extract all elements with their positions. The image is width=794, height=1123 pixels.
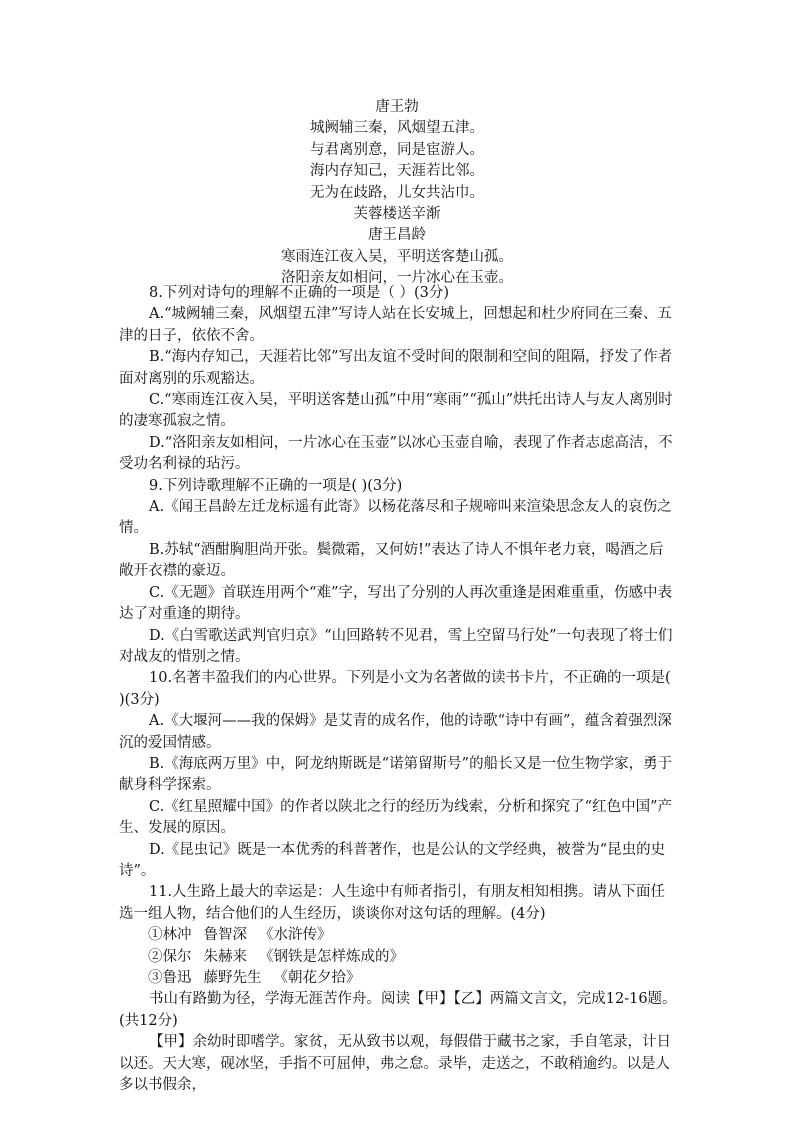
q11-group-2 <box>148 947 677 968</box>
poem2-line-1: 寒雨连江夜入吴，平明送客楚山孤。 <box>281 248 513 265</box>
q8-option-d: D.“洛阳亲友如相问，一片冰心在玉壶”以冰心玉壶自喻，表现了作者志虑高洁，不受功名利禄的玷污。 <box>119 434 673 473</box>
q9-option-d: D.《白雪歌送武判官归京》“山回路转不见君，雪上空留马行处”一句表现了将士们对战友的惜别之情。 <box>119 627 673 665</box>
group-book: 《水浒传》 <box>259 927 332 944</box>
group-mentor: 朱赫来 <box>203 948 247 965</box>
q10-stem: 10.名著丰盈我们的内心世界。下列是小文为名著做的读书卡片，不正确的一项是( )(3分) <box>119 670 671 708</box>
q8-option-b: B.“海内存知己，天涯若比邻”写出友谊不受时间的限制和空间的阻隔，抒发了作者面对离别的乐观豁达。 <box>119 349 673 387</box>
poem1-author: 唐王勃 <box>375 99 419 115</box>
group-book: 《钢铁是怎样炼成的》 <box>259 948 404 965</box>
q10-option-c: C.《红星照耀中国》的作者以陕北之行的经历为线索，分析和探究了“红色中国”产生、发展的原因。 <box>119 798 673 837</box>
group-mentor: 鲁智深 <box>203 927 247 944</box>
q10-option-d: D.《昆虫记》既是一本优秀的科普著作，也是公认的文学经典，被誉为“昆虫的史诗”。 <box>119 841 666 879</box>
poem1-line-1: 城阙辅三秦，风烟望五津。 <box>310 120 484 137</box>
q11-group-3 <box>148 968 677 989</box>
q9-option-a: A.《闻王昌龄左迁龙标遥有此寄》以杨花落尽和子规啼叫来渲染思念友人的哀伤之情。 <box>119 499 672 537</box>
poem1-line-3: 海内存知己，天涯若比邻。 <box>310 163 484 180</box>
q9-stem: 9.下列诗歌理解不正确的一项是( )(3分) <box>149 477 403 494</box>
poem2-title: 芙蓉楼送辛渐 <box>353 205 441 222</box>
q8-option-c: C.“寒雨连江夜入吴，平明送客楚山孤”中用“寒雨”“孤山”烘托出诗人与友人离别时的凄寒孤寂之情。 <box>119 392 673 430</box>
q11-groups <box>119 925 677 989</box>
questions <box>119 283 677 1096</box>
poems <box>0 97 794 290</box>
group-person: ②保尔 <box>148 948 192 965</box>
q8-stem: 8.下列对诗句的理解不正确的一项是（ ）(3分) <box>149 285 449 301</box>
group-person: ③鲁迅 <box>148 970 192 986</box>
poem1-line-2: 与君离别意，同是宦游人。 <box>310 141 484 158</box>
q10-option-b: B.《海底两万里》中，阿龙纳斯既是“诺第留斯号”的船长又是一位生物学家，勇于献身科学探索。 <box>119 755 673 794</box>
q10-option-a: A.《大堰河——我的保姆》是艾青的成名作，他的诗歌“诗中有画”，蕴含着强烈深沉的爱国情感。 <box>119 713 672 751</box>
q9-option-b: B.苏轼“酒酣胸胆尚开张。鬓微霜，又何妨!”表达了诗人不惧年老力衰，喝酒之后敞开衣襟的豪迈。 <box>119 541 664 580</box>
group-book: 《朝花夕拾》 <box>273 970 361 986</box>
group-mentor: 藤野先生 <box>203 970 262 986</box>
passage-jia: 【甲】余幼时即嗜学。家贫，无从致书以观，每假借于藏书之家，手自笔录，计日以还。天大寒，砚冰坚，手指不可屈伸，弗之怠。录毕，走送之，不敢稍逾约。以是人多以书假余， <box>119 1034 671 1094</box>
poem2-author: 唐王昌龄 <box>368 227 426 244</box>
q9-option-c: C.《无题》首联连用两个“难”字，写出了分别的人再次重逢是困难重重，伤感中表达了对重逢的期待。 <box>119 584 673 623</box>
q8-option-a: A.“城阙辅三秦，风烟望五津”写诗人站在长安城上，回想起和杜少府同在三秦、五津的日子，依依不舍。 <box>119 306 672 344</box>
poem1-line-4: 无为在歧路，儿女共沾巾。 <box>310 184 484 201</box>
poem2-line-2: 洛阳亲友如相问，一片冰心在玉壶。 <box>281 270 513 287</box>
q11-stem: 11.人生路上最大的幸运是：人生途中有师者指引，有朋友相知相携。请从下面任选一组人物，结合他们的人生经历，谈谈你对这句话的理解。(4分) <box>119 884 666 922</box>
q11-group-1 <box>148 925 677 946</box>
section-intro: 书山有路勤为径，学海无涯苦作舟。阅读【甲】【乙】两篇文言文，完成12-16题。(共12分) <box>119 991 677 1029</box>
group-person: ①林冲 <box>148 927 192 944</box>
